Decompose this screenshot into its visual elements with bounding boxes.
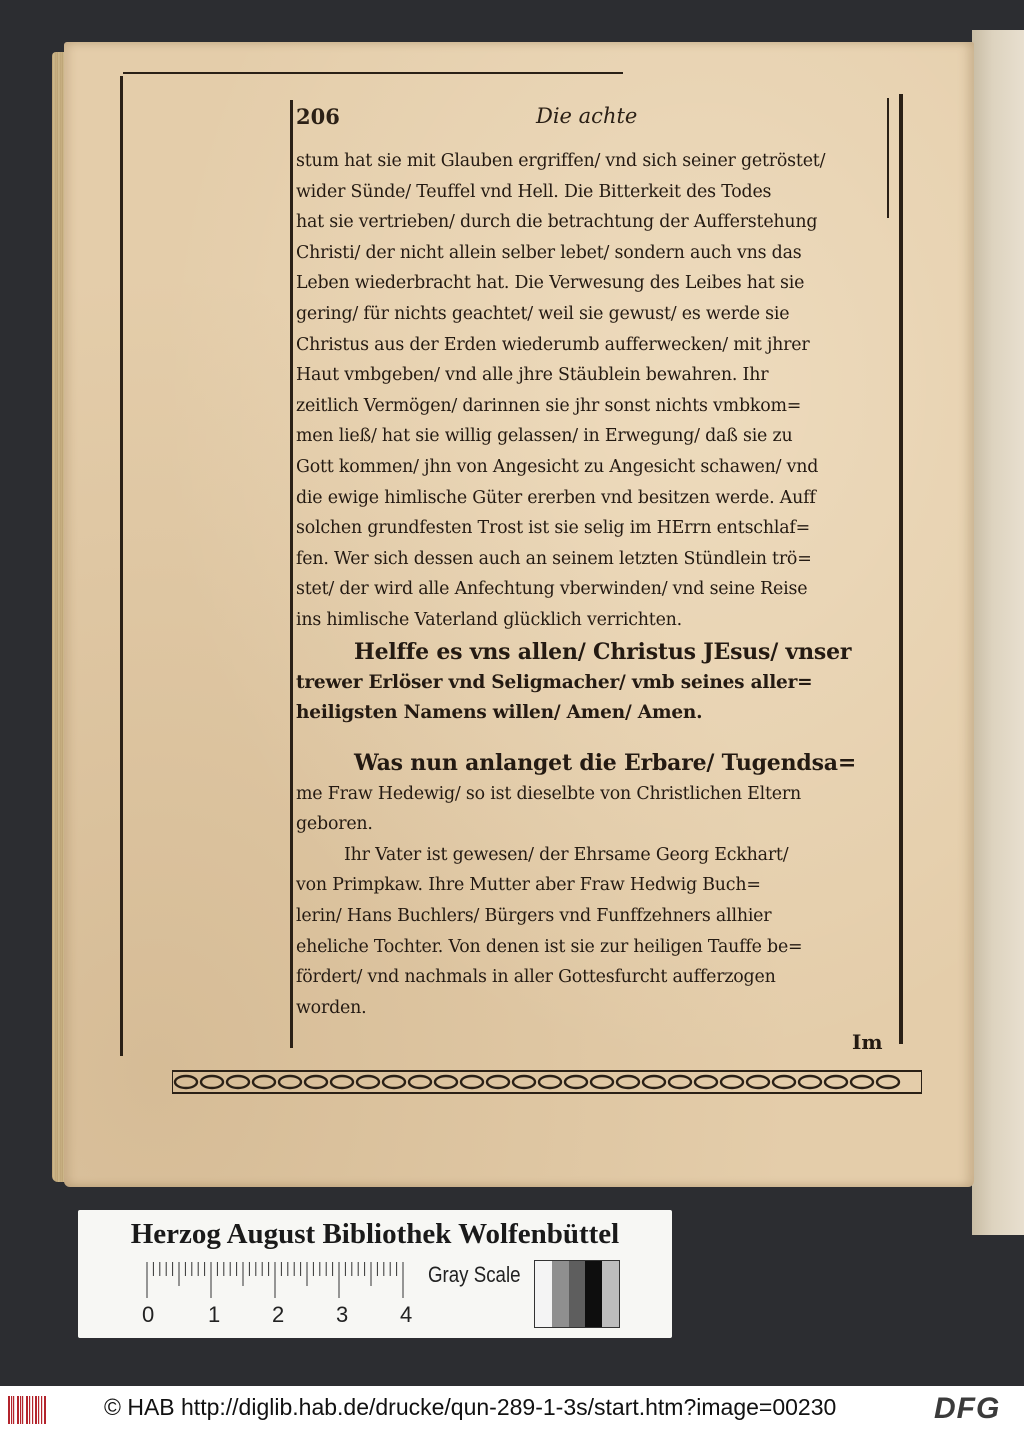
barcode-stripe xyxy=(8,1396,10,1424)
ornament-link xyxy=(617,1076,639,1088)
text-line: Gott kommen/ jhn von Angesicht zu Angesicht schawen/ vnd xyxy=(296,456,819,477)
text-line: fen. Wer sich dessen auch an seinem letzten Stündlein trö= xyxy=(296,548,812,569)
parents-line: von Primpkaw. Ihre Mutter aber Fraw Hedwig Buch= xyxy=(296,875,761,896)
ornament-link xyxy=(773,1076,795,1088)
paragraph-gap xyxy=(296,729,906,747)
gray-swatch xyxy=(585,1261,602,1327)
barcode-stripe xyxy=(32,1396,33,1424)
ornament-link xyxy=(565,1076,587,1088)
text-line: stum hat sie mit Glauben ergriffen/ vnd sich seiner getröstet/ xyxy=(296,151,826,171)
biography-heading-line: Was nun anlanget die Erbare/ Tugendsa= xyxy=(354,749,857,776)
ornament-link xyxy=(331,1076,353,1088)
footer-bar xyxy=(0,1386,1024,1432)
ornament-link xyxy=(253,1076,275,1088)
barcode-stripe xyxy=(20,1396,21,1424)
ornament-link xyxy=(695,1076,717,1088)
ornament-link xyxy=(435,1076,457,1088)
prayer-line: trewer Erlöser vnd Seligmacher/ vmb seines aller= xyxy=(296,671,813,693)
text-line: ins himlische Vaterland glücklich verrichten. xyxy=(296,609,683,630)
ornament-border xyxy=(172,1068,922,1096)
ornament-link xyxy=(747,1076,769,1088)
gray-swatch xyxy=(535,1261,552,1327)
barcode-stripe xyxy=(44,1396,46,1424)
frame-rule-left-inner xyxy=(290,100,293,1048)
body-paragraph xyxy=(296,146,906,636)
gray-scale-label: Gray Scale xyxy=(428,1262,521,1287)
ornament-link xyxy=(357,1076,379,1088)
barcode-stripe xyxy=(17,1396,19,1424)
ornament-link xyxy=(201,1076,223,1088)
prayer-paragraph xyxy=(296,636,906,729)
dfg-logo: DFG xyxy=(934,1392,1001,1425)
ornament-link xyxy=(721,1076,743,1088)
running-head xyxy=(296,104,676,134)
text-line: Haut vmbgeben/ vnd alle jhre Stäublein bewahren. Ihr xyxy=(296,365,769,386)
frame-rule-left-outer xyxy=(120,76,123,1056)
text-line: men ließ/ hat sie willig gelassen/ in Erwegung/ daß sie zu xyxy=(296,426,793,447)
text-line: Leben wiederbracht hat. Die Verwesung des Leibes hat sie xyxy=(296,273,805,294)
biography-line: me Fraw Hedewig/ so ist dieselbte von Christlichen Eltern xyxy=(296,783,802,804)
ornament-link xyxy=(851,1076,873,1088)
scale-number: 4 xyxy=(400,1302,413,1327)
ornament-link xyxy=(383,1076,405,1088)
prayer-line: Helffe es vns allen/ Christus JEsus/ vnser xyxy=(354,638,852,665)
parents-line: eheliche Tochter. Von denen ist sie zur heiligen Tauffe be= xyxy=(296,936,803,957)
barcode-stripe xyxy=(35,1396,37,1424)
scale-number: 1 xyxy=(208,1302,221,1327)
running-head-title: Die achte xyxy=(536,104,638,128)
biography-line: geboren. xyxy=(296,814,373,835)
text-line: wider Sünde/ Teuffel vnd Hell. Die Bitterkeit des Todes xyxy=(296,181,772,202)
text-line: die ewige himlische Güter ererben vnd besitzen werde. Auff xyxy=(296,487,816,508)
text-line: zeitlich Vermögen/ darinnen sie jhr sonst nichts vmbkom= xyxy=(296,395,802,416)
ornament-link xyxy=(487,1076,509,1088)
library-name: Herzog August Bibliothek Wolfenbüttel xyxy=(130,1218,620,1250)
parents-line: worden. xyxy=(296,997,367,1018)
text-block xyxy=(296,146,906,1023)
gray-swatch xyxy=(602,1261,619,1327)
barcode-stripe xyxy=(41,1396,42,1424)
prayer-line: heiligsten Namens willen/ Amen/ Amen. xyxy=(296,702,703,724)
barcode-stripe xyxy=(13,1396,14,1424)
ornament-link xyxy=(591,1076,613,1088)
ornament-link xyxy=(513,1076,535,1088)
ornament-link xyxy=(643,1076,665,1088)
catchword: Im xyxy=(852,1030,883,1054)
scale-number: 0 xyxy=(142,1302,155,1327)
ornament-link xyxy=(279,1076,301,1088)
library-label xyxy=(78,1210,672,1338)
ornament-link xyxy=(409,1076,431,1088)
ornament-link xyxy=(877,1076,899,1088)
ornament-link xyxy=(799,1076,821,1088)
page-number: 206 xyxy=(296,104,340,129)
ruler-scale xyxy=(144,1260,444,1300)
scale-number: 2 xyxy=(272,1302,285,1327)
ornament-link xyxy=(175,1076,197,1088)
frame-rule-top xyxy=(123,72,623,74)
text-line: hat sie vertrieben/ durch die betrachtung der Aufferstehung xyxy=(296,212,818,233)
ornament-link xyxy=(669,1076,691,1088)
text-line: Christi/ der nicht allein selber lebet/ sondern auch vns das xyxy=(296,242,802,263)
ornament-link xyxy=(539,1076,561,1088)
ornament-link xyxy=(825,1076,847,1088)
ornament-link xyxy=(461,1076,483,1088)
barcode-stripe xyxy=(11,1396,12,1424)
footer-credit-link[interactable]: © HAB http://diglib.hab.de/drucke/qun-289-1-3s/start.htm?image=00230 xyxy=(104,1394,837,1420)
text-line: solchen grundfesten Trost ist sie selig im HErrn entschlaf= xyxy=(296,518,810,539)
barcode-stripe xyxy=(38,1396,39,1424)
text-line: stet/ der wird alle Anfechtung vberwinden/ vnd seine Reise xyxy=(296,579,808,600)
gray-scale-swatches xyxy=(534,1260,620,1328)
parents-line: fördert/ vnd nachmals in aller Gottesfurcht aufferzogen xyxy=(296,967,776,988)
barcode-stripe xyxy=(29,1396,30,1424)
parents-line: Ihr Vater ist gewesen/ der Ehrsame Georg Eckhart/ xyxy=(344,844,789,865)
biography-paragraph xyxy=(296,747,906,840)
ornament-link xyxy=(305,1076,327,1088)
ornament-link xyxy=(227,1076,249,1088)
scale-number: 3 xyxy=(336,1302,349,1327)
text-line: gering/ für nichts geachtet/ weil sie gewust/ es werde sie xyxy=(296,303,790,324)
barcode-stripe xyxy=(26,1396,28,1424)
gray-swatch xyxy=(569,1261,586,1327)
parents-paragraph xyxy=(296,840,906,1024)
adjacent-page-edge xyxy=(972,30,1024,1235)
text-line: Christus aus der Erden wiederumb aufferwecken/ mit jhrer xyxy=(296,334,810,355)
gray-swatch xyxy=(552,1261,569,1327)
barcode-icon xyxy=(8,1396,48,1424)
barcode-stripe xyxy=(22,1396,23,1424)
parents-line: lerin/ Hans Buchlers/ Bürgers vnd Funffzehners allhier xyxy=(296,906,772,927)
